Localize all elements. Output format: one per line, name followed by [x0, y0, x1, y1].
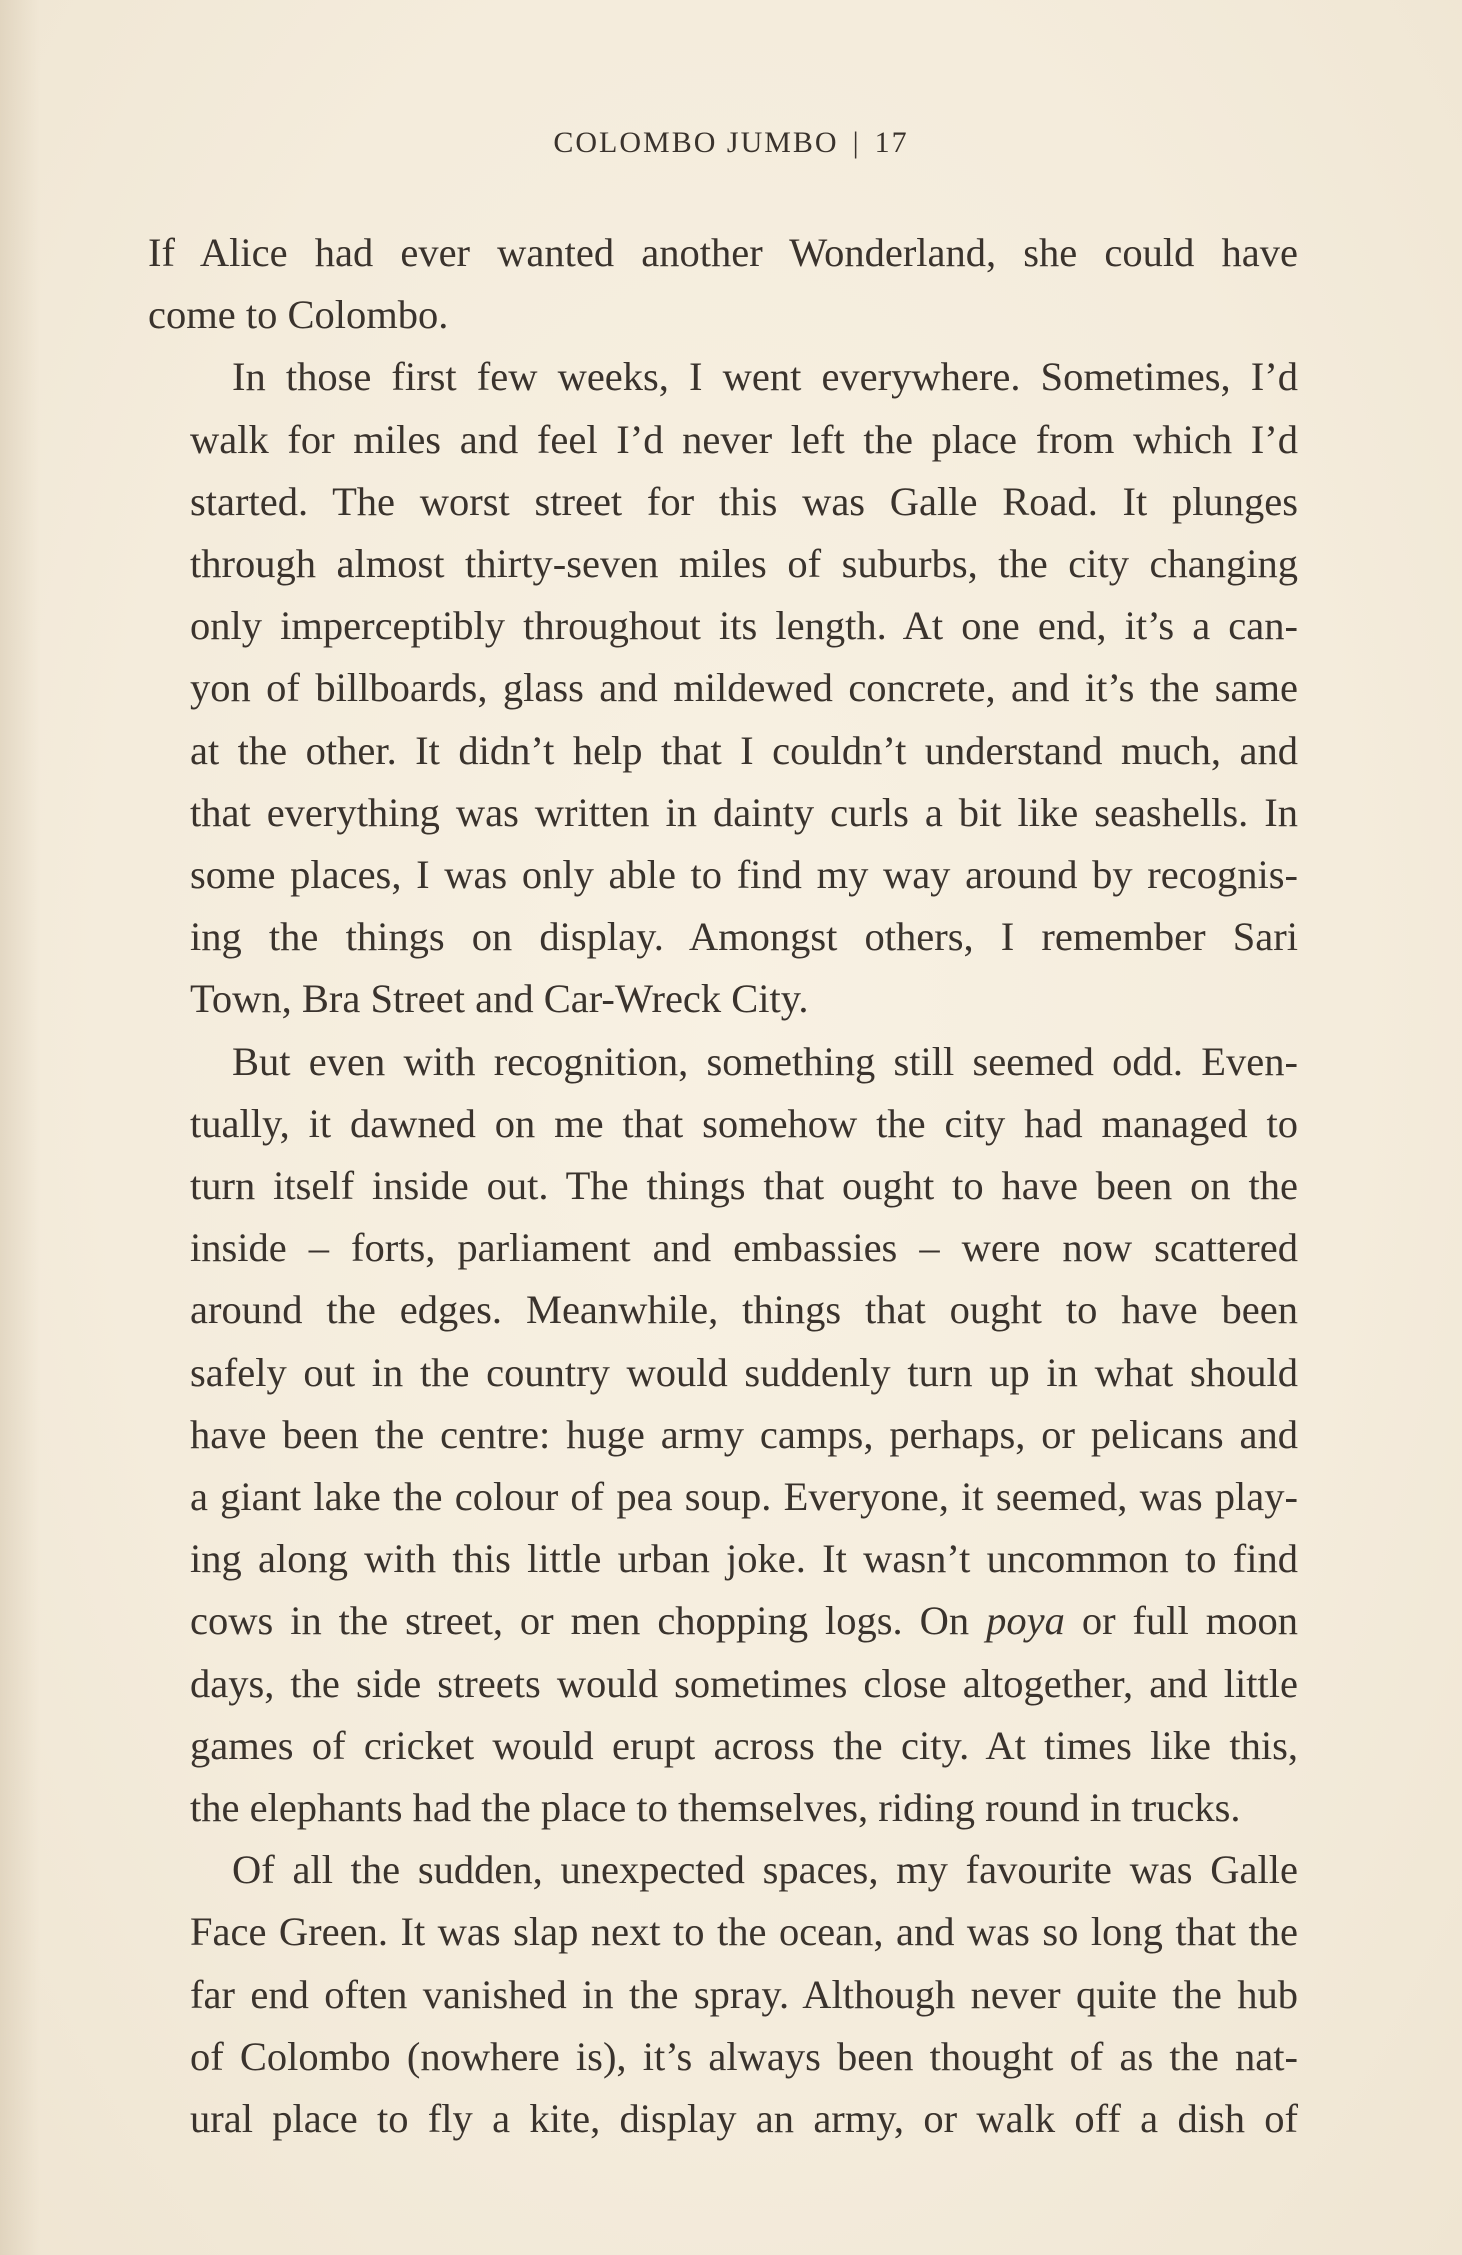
text-line: through almost thirty-seven miles of suburbs, the city changing	[190, 541, 1298, 587]
text-line: around the edges. Meanwhile, things that ought to have been	[190, 1287, 1298, 1333]
text-line: have been the centre: huge army camps, perhaps, or pelicans and	[190, 1411, 1298, 1457]
text-line: tually, it dawned on me that somehow the city had managed to	[190, 1100, 1298, 1146]
text-line: a giant lake the colour of pea soup. Everyone, it seemed, was play-	[190, 1474, 1298, 1520]
running-header	[0, 126, 1462, 160]
text-line: far end often vanished in the spray. Although never quite the hub	[190, 1971, 1298, 2017]
text-line: come to Colombo.	[148, 292, 449, 338]
body-text	[148, 222, 1298, 2150]
text-line: some places, I was only able to find my way around by recognis-	[190, 852, 1298, 898]
text-line: the elephants had the place to themselves, riding round in trucks.	[190, 1785, 1241, 1831]
running-header-separator: |	[852, 126, 861, 159]
text-line: walk for miles and feel I’d never left the place from which I’d	[190, 416, 1298, 462]
running-header-title: COLOMBO JUMBO	[553, 126, 839, 159]
paragraph-4	[148, 1839, 1298, 2150]
text-line: days, the side streets would sometimes close altogether, and little	[190, 1660, 1298, 1706]
text-line: Face Green. It was slap next to the ocean, and was so long that the	[190, 1909, 1298, 1955]
italic-term: poya	[986, 1598, 1065, 1644]
page-gutter-shadow	[0, 0, 40, 2255]
paragraph-3	[148, 1031, 1298, 1840]
text-line: But even with recognition, something still seemed odd. Even-	[232, 1038, 1298, 1084]
text-line: cows in the street, or men chopping logs. On poya or full moon	[190, 1598, 1299, 1644]
paragraph-2	[148, 346, 1298, 1030]
text-line: only imperceptibly throughout its length. At one end, it’s a can-	[190, 603, 1298, 649]
paragraph-1	[148, 222, 1298, 346]
text-line: ural place to fly a kite, display an army, or walk off a dish of	[190, 2096, 1298, 2142]
text-line: ing the things on display. Amongst others, I remember Sari	[190, 914, 1298, 960]
text-line: In those first few weeks, I went everywhere. Sometimes, I’d	[232, 354, 1298, 400]
text-line: of Colombo (nowhere is), it’s always been thought of as the nat-	[190, 2033, 1298, 2079]
text-line: inside – forts, parliament and embassies – were now scattered	[190, 1225, 1298, 1271]
text-line: games of cricket would erupt across the city. At times like this,	[190, 1722, 1298, 1768]
text-line: yon of billboards, glass and mildewed concrete, and it’s the same	[190, 665, 1298, 711]
text-line: at the other. It didn’t help that I couldn’t understand much, and	[190, 727, 1298, 773]
text-line: If Alice had ever wanted another Wonderland, she could have	[148, 230, 1298, 275]
text-line: Of all the sudden, unexpected spaces, my favourite was Galle	[232, 1847, 1298, 1893]
text-line: ing along with this little urban joke. It wasn’t uncommon to find	[190, 1536, 1298, 1582]
text-line: that everything was written in dainty curls a bit like seashells. In	[190, 789, 1298, 835]
page-number: 17	[874, 126, 909, 159]
text-line: Town, Bra Street and Car-Wreck City.	[190, 976, 809, 1022]
text-line: started. The worst street for this was Galle Road. It plunges	[190, 478, 1298, 524]
text-line: safely out in the country would suddenly turn up in what should	[190, 1349, 1298, 1395]
text-line: turn itself inside out. The things that ought to have been on the	[190, 1163, 1298, 1209]
